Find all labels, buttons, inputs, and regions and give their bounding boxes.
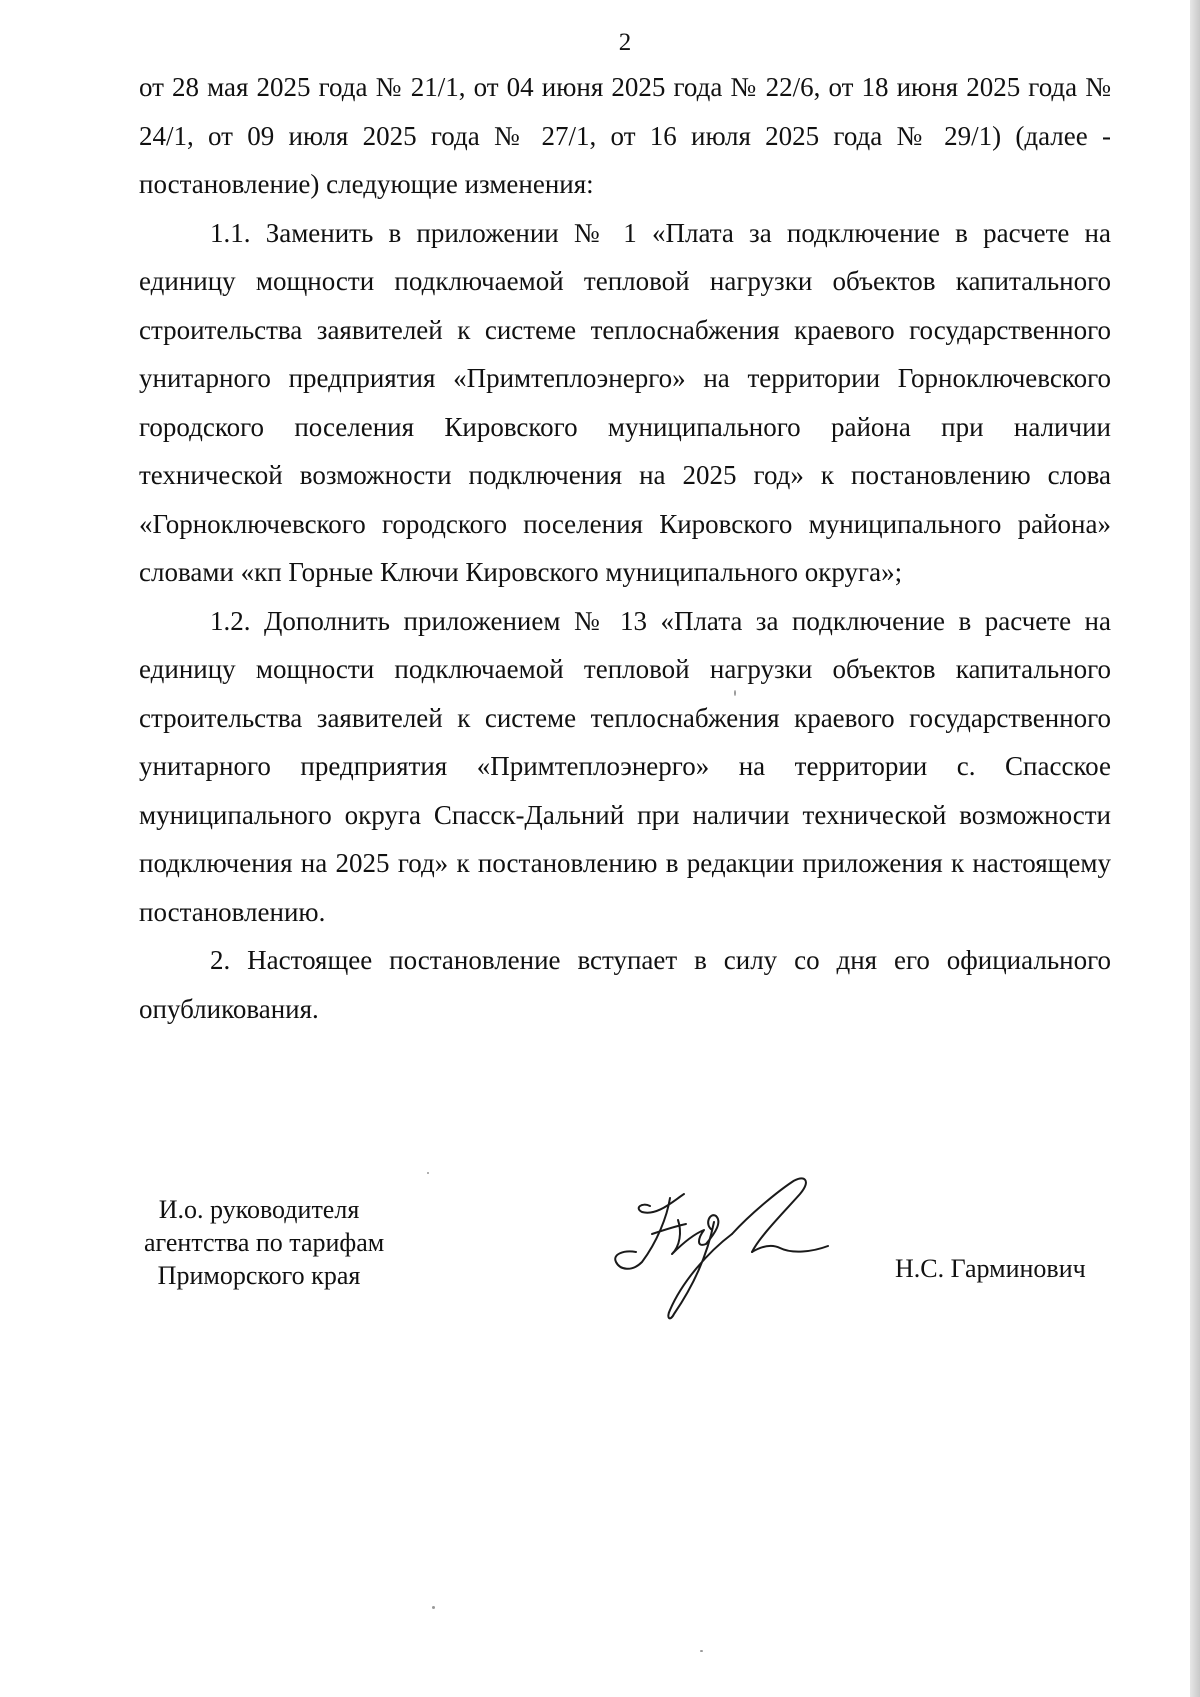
scan-speck: [700, 1650, 703, 1652]
signatory-title-line: агентства по тарифам: [144, 1228, 385, 1257]
signatory-title-line: Приморского края: [157, 1261, 361, 1290]
signatory-title: [144, 1193, 385, 1292]
paragraph-item-1-2: 1.2. Дополнить приложением № 13 «Плата за подключение в расчете на единицу мощности подключаемой тепловой нагрузки объектов капитального строительства заявителей к системе теплоснабжения краевого государственного унитарного предприятия «Примтеплоэнерго» на территории с. Спасское муниципального округа Спасск-Дальний при наличии технической возможности подключения на 2025 год» к постановлению в редакции приложения к настоящему постановлению.: [139, 605, 1111, 927]
scan-speck: [432, 1606, 435, 1609]
scan-edge-shadow: [1190, 0, 1200, 1697]
document-body: [139, 63, 1111, 1033]
page-number: 2: [618, 29, 632, 56]
handwritten-signature: [612, 1172, 830, 1324]
scan-speck: [427, 1172, 429, 1174]
scan-speck: [734, 690, 736, 696]
signatory-name: Н.С. Гарминович: [895, 1254, 1086, 1283]
signatory-title-line: И.о. руководителя: [158, 1195, 360, 1224]
paragraph-continuation: от 28 мая 2025 года № 21/1, от 04 июня 2025 года № 22/6, от 18 июня 2025 года № 24/1, от 09 июля 2025 года № 27/1, от 16 июля 2025 года № 29/1) (далее - постановление) следующие изменения:: [139, 72, 1111, 199]
paragraph-item-1-1: 1.1. Заменить в приложении № 1 «Плата за подключение в расчете на единицу мощности подключаемой тепловой нагрузки объектов капитального строительства заявителей к системе теплоснабжения краевого государственного унитарного предприятия «Примтеплоэнерго» на территории Горноключевского городского поселения Кировского муниципального района при наличии технической возможности подключения на 2025 год» к постановлению слова «Горноключевского городского поселения Кировского муниципального района» словами «кп Горные Ключи Кировского муниципального округа»;: [139, 217, 1111, 587]
paragraph-item-2: 2. Настоящее постановление вступает в силу со дня его официального опубликования.: [139, 945, 1111, 1024]
